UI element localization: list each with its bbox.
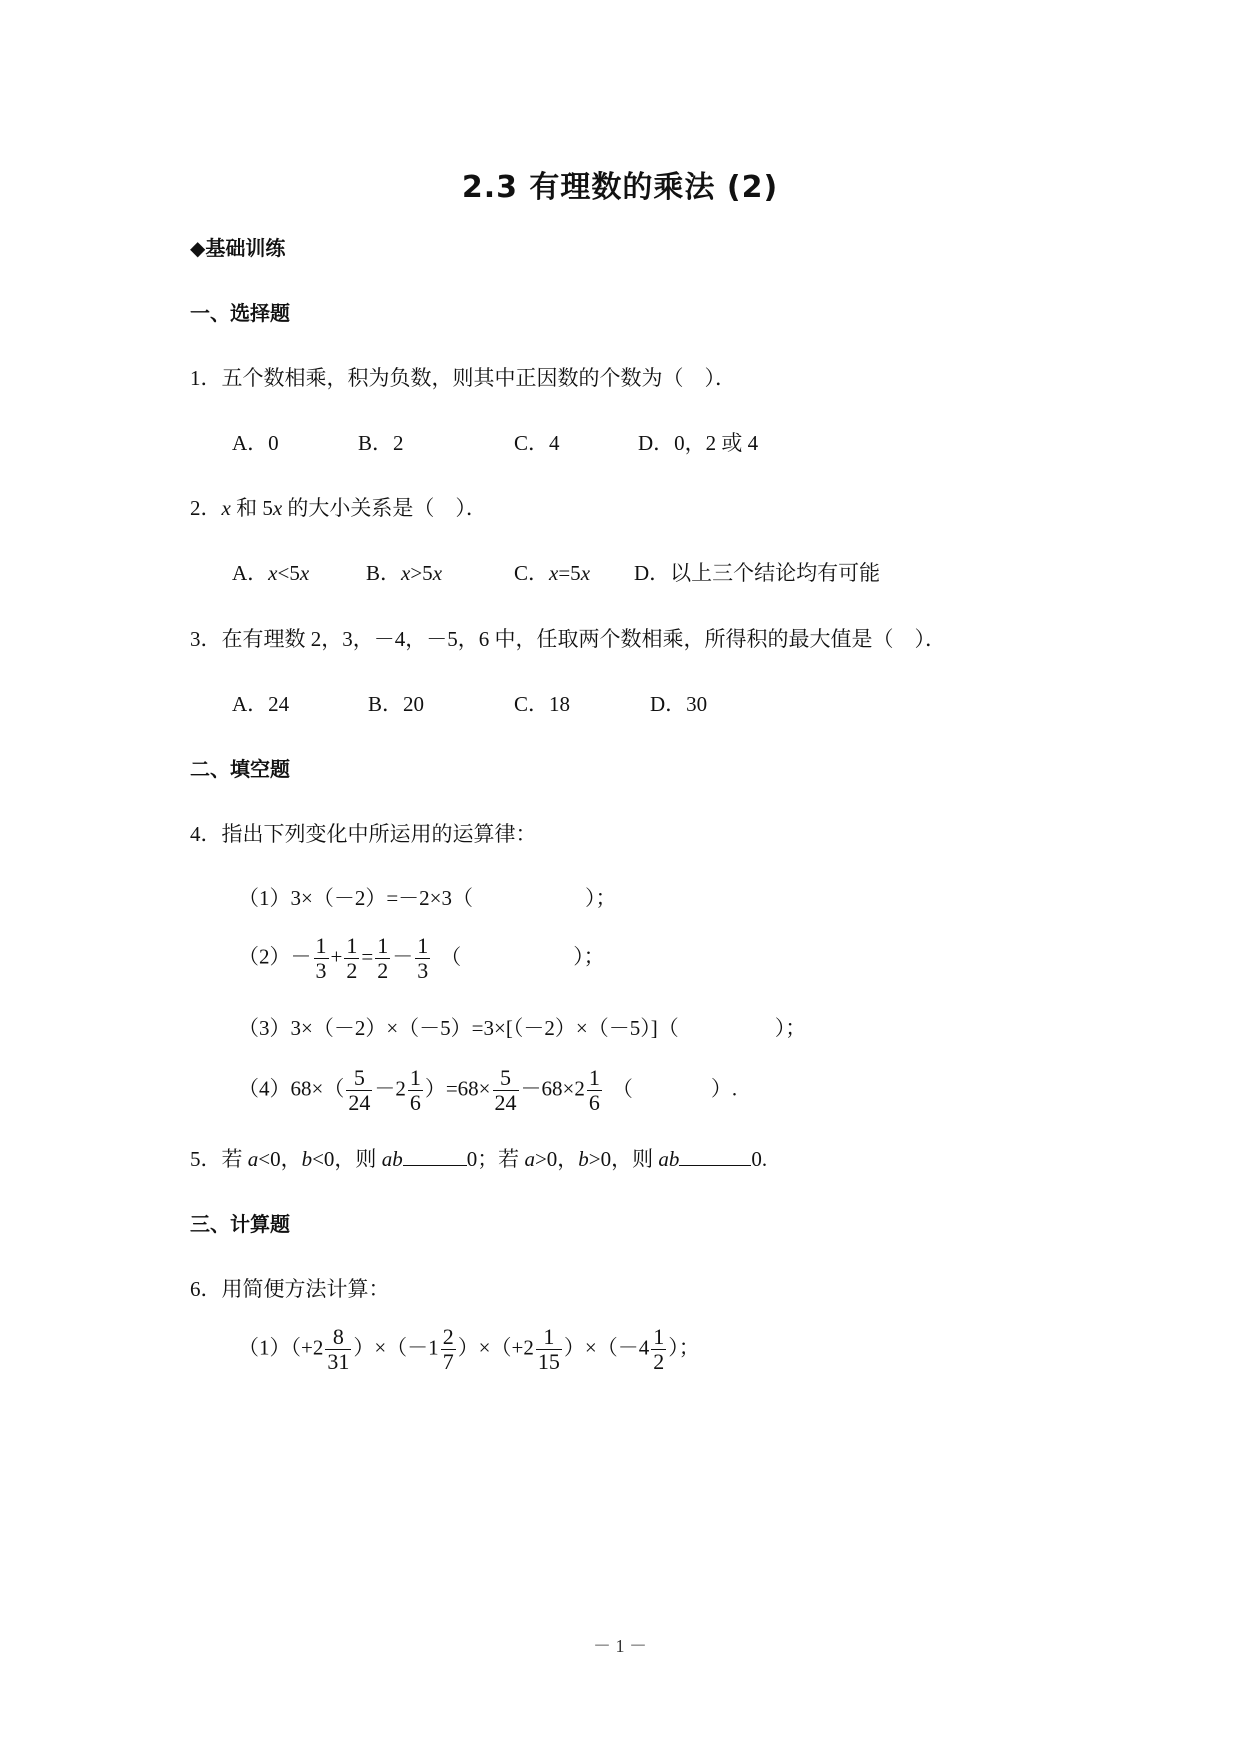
part3-heading: 三、计算题: [190, 1212, 290, 1236]
question-4-item-4: （4）68×（ $\frac{5}{24}$ －2 $\frac{1}{6}$ ）=68× $\frac{5}{24}$ －68×2 $\frac{1}{6}$ （ ）.: [238, 1065, 738, 1116]
option-c: C．x=5x: [514, 561, 591, 585]
fraction: $\frac{2}{7}$: [442, 1324, 454, 1375]
section-basic-training: ◆基础训练: [190, 236, 286, 260]
question-2-number: 2．: [190, 496, 222, 520]
page-title: 2.3 有理数的乘法 (2): [461, 170, 779, 205]
option-c: C．4: [514, 431, 560, 455]
fraction: $\frac{1}{2}$: [346, 933, 358, 984]
option-b: B．2: [358, 431, 404, 455]
fraction: $\frac{5}{24}$: [348, 1065, 371, 1116]
option-a: A．0: [232, 431, 279, 455]
question-3: 3．在有理数 2，3，－4，－5，6 中，任取两个数相乘，所得积的最大值是（ ）．: [190, 627, 946, 651]
question-2-text: 和 5: [230, 496, 273, 520]
fraction: $\frac{1}{2}$: [377, 933, 389, 984]
question-6-item-1: （1）（+2 $\frac{8}{31}$ ）×（－1 $\frac{2}{7}$ ）×（+2 $\frac{1}{15}$ ）×（－4 $\frac{1}{2}$ ）；: [238, 1324, 700, 1375]
part1-heading: 一、选择题: [190, 301, 290, 325]
question-2-options: [232, 561, 932, 587]
option-d: D．0，2 或 4: [638, 431, 759, 455]
question-6: 6．用简便方法计算：: [190, 1277, 390, 1301]
question-3-options: [232, 692, 932, 718]
option-c: C．18: [514, 692, 571, 716]
question-4-item-3: （3）3×（－2）×（－5）=3×[（－2）×（－5）]（ ）；: [238, 1016, 807, 1040]
option-d: D．30: [650, 692, 708, 716]
question-5: 5．若 a<0，b<0，则 ab 0；若 a>0，b>0，则 ab 0.: [190, 1147, 768, 1171]
question-2: [190, 496, 487, 521]
option-a: A．24: [232, 692, 290, 716]
fraction: $\frac{1}{6}$: [409, 1065, 421, 1116]
question-1-options: [232, 431, 932, 457]
option-d: D．以上三个结论均有可能: [634, 561, 881, 585]
fraction: $\frac{1}{3}$: [417, 933, 429, 984]
fraction: $\frac{5}{24}$: [494, 1065, 517, 1116]
variable-x: x: [272, 496, 283, 520]
fraction: $\frac{1}{2}$: [653, 1324, 665, 1375]
fraction: $\frac{1}{15}$: [537, 1324, 560, 1375]
question-4: 4．指出下列变化中所运用的运算律：: [190, 822, 537, 846]
page-number: － 1 －: [593, 1636, 647, 1656]
question-2-text: 的大小关系是（ ）．: [282, 496, 487, 520]
question-4-item-2: （2）－ $\frac{1}{3}$ + $\frac{1}{2}$ = $\frac{1}{2}$ － $\frac{1}{3}$ （ ）；: [238, 933, 605, 984]
answer-blank[interactable]: [679, 1147, 751, 1166]
option-a: A．x<5x: [232, 561, 310, 585]
question-1: 1．五个数相乘，积为负数，则其中正因数的个数为（ ）．: [190, 366, 736, 390]
question-4-item-1: （1）3×（－2）=－2×3（ ）；: [238, 886, 617, 910]
variable-x: x: [221, 496, 231, 520]
fraction: $\frac{1}{3}$: [315, 933, 327, 984]
fraction: $\frac{8}{31}$: [327, 1324, 350, 1375]
option-b: B．20: [368, 692, 425, 716]
part2-heading: 二、填空题: [190, 757, 290, 781]
option-b: B．x>5x: [366, 561, 443, 585]
answer-blank[interactable]: [403, 1147, 467, 1166]
fraction: $\frac{1}{6}$: [588, 1065, 600, 1116]
